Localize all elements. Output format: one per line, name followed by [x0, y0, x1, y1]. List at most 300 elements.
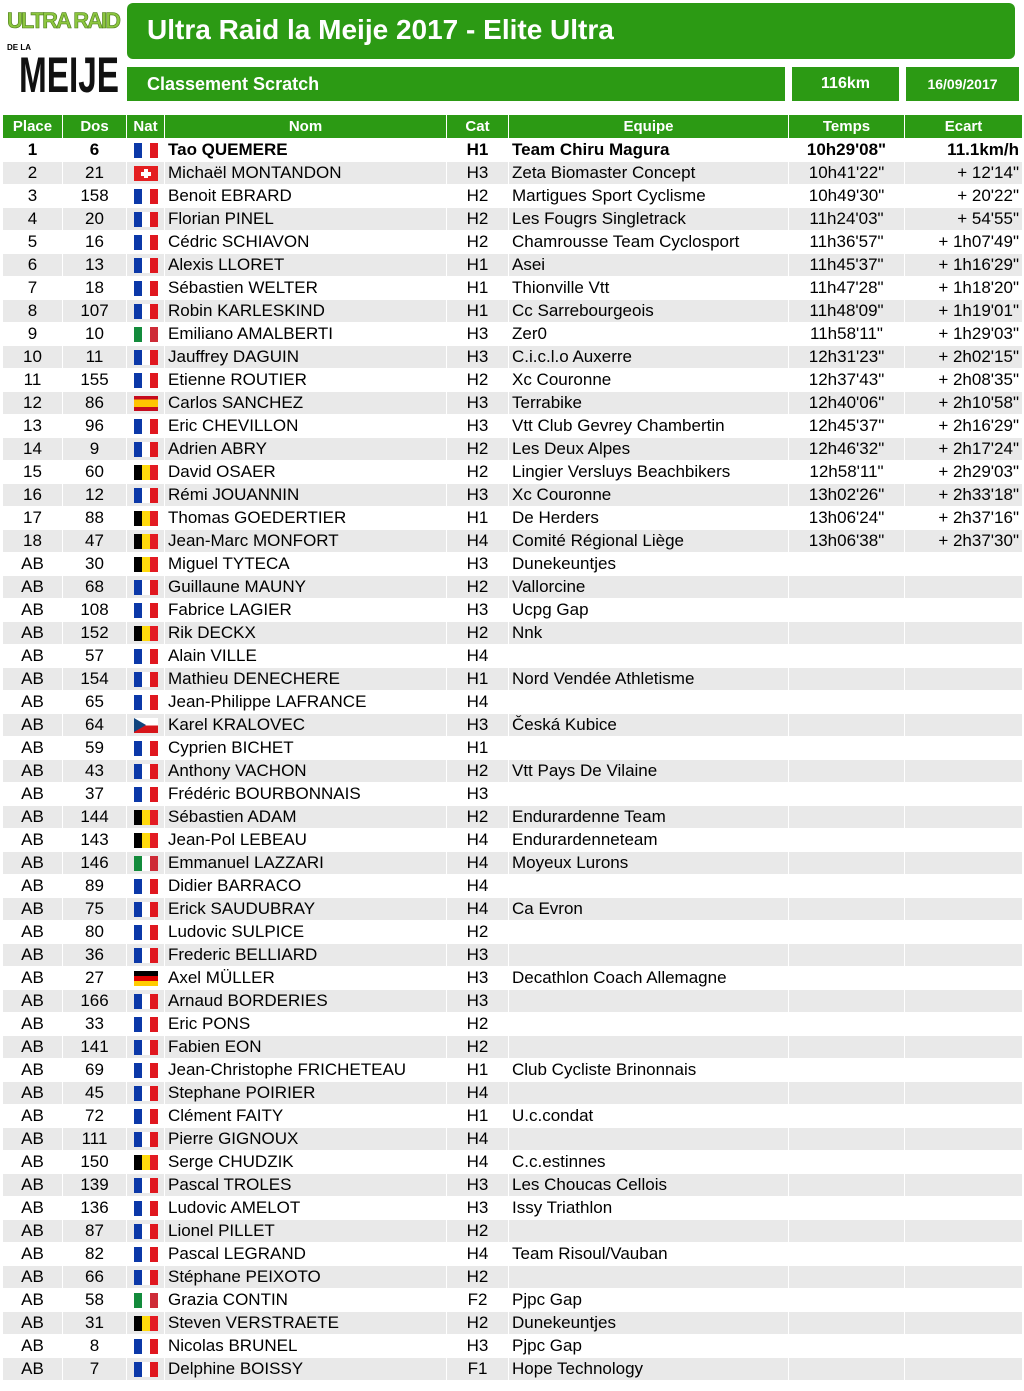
cell-nom: Jauffrey DAGUIN: [165, 346, 447, 369]
cell-ecart: + 2h29'03": [905, 461, 1023, 484]
cell-nat: [127, 162, 165, 185]
cell-dos: 146: [63, 852, 127, 875]
cell-ecart: [905, 806, 1023, 829]
cell-place: 5: [3, 231, 63, 254]
cell-dos: 69: [63, 1059, 127, 1082]
cell-nom: Rémi JOUANNIN: [165, 484, 447, 507]
cell-equipe: Chamrousse Team Cyclosport: [509, 231, 789, 254]
flag-fr-icon: [134, 235, 158, 250]
cell-nat: [127, 622, 165, 645]
cell-nom: Steven VERSTRAETE: [165, 1312, 447, 1335]
cell-cat: H3: [447, 484, 509, 507]
cell-ecart: [905, 1174, 1023, 1197]
cell-nom: Axel MÜLLER: [165, 967, 447, 990]
cell-dos: 158: [63, 185, 127, 208]
table-row: [3, 392, 1023, 415]
cell-temps: [789, 737, 905, 760]
cell-temps: 10h29'08": [789, 139, 905, 162]
cell-place: AB: [3, 714, 63, 737]
cell-place: AB: [3, 1335, 63, 1358]
cell-ecart: [905, 576, 1023, 599]
cell-ecart: [905, 898, 1023, 921]
cell-place: AB: [3, 875, 63, 898]
cell-nat: [127, 829, 165, 852]
cell-nom: Nicolas BRUNEL: [165, 1335, 447, 1358]
cell-temps: 12h45'37": [789, 415, 905, 438]
cell-place: 3: [3, 185, 63, 208]
flag-fr-icon: [134, 304, 158, 319]
cell-nom: Guillaune MAUNY: [165, 576, 447, 599]
cell-place: AB: [3, 1128, 63, 1151]
cell-nat: [127, 277, 165, 300]
table-row: [3, 346, 1023, 369]
cell-place: AB: [3, 944, 63, 967]
cell-place: AB: [3, 1197, 63, 1220]
cell-place: AB: [3, 1243, 63, 1266]
flag-be-icon: [134, 1155, 158, 1170]
cell-ecart: [905, 599, 1023, 622]
cell-nat: [127, 691, 165, 714]
cell-nat: [127, 875, 165, 898]
cell-temps: [789, 599, 905, 622]
results-body: [3, 139, 1023, 1381]
cell-equipe: Pjpc Gap: [509, 1289, 789, 1312]
cell-nom: Emiliano AMALBERTI: [165, 323, 447, 346]
cell-dos: 154: [63, 668, 127, 691]
cell-equipe: [509, 783, 789, 806]
cell-temps: [789, 1105, 905, 1128]
flag-fr-icon: [134, 603, 158, 618]
cell-equipe: [509, 921, 789, 944]
flag-be-icon: [134, 1316, 158, 1331]
cell-nat: [127, 507, 165, 530]
cell-cat: H3: [447, 714, 509, 737]
table-row: [3, 139, 1023, 162]
cell-dos: 152: [63, 622, 127, 645]
cell-ecart: [905, 1289, 1023, 1312]
table-row: [3, 231, 1023, 254]
cell-nom: Cédric SCHIAVON: [165, 231, 447, 254]
cell-temps: [789, 806, 905, 829]
cell-cat: H1: [447, 277, 509, 300]
cell-equipe: De Herders: [509, 507, 789, 530]
cell-cat: H2: [447, 1220, 509, 1243]
cell-nom: Mathieu DENECHERE: [165, 668, 447, 691]
cell-cat: H1: [447, 668, 509, 691]
cell-ecart: [905, 875, 1023, 898]
cell-place: AB: [3, 645, 63, 668]
table-row: [3, 1266, 1023, 1289]
cell-temps: [789, 691, 905, 714]
flag-fr-icon: [134, 419, 158, 434]
cell-nom: Adrien ABRY: [165, 438, 447, 461]
title-bar: [127, 3, 1015, 59]
flag-fr-icon: [134, 258, 158, 273]
flag-fr-icon: [134, 1247, 158, 1262]
flag-fr-icon: [134, 672, 158, 687]
cell-ecart: + 20'22": [905, 185, 1023, 208]
cell-equipe: Endurardenne Team: [509, 806, 789, 829]
cell-equipe: Lingier Versluys Beachbikers: [509, 461, 789, 484]
cell-equipe: [509, 990, 789, 1013]
cell-equipe: Nord Vendée Athletisme: [509, 668, 789, 691]
cell-temps: 10h49'30": [789, 185, 905, 208]
table-row: [3, 507, 1023, 530]
cell-equipe: Nnk: [509, 622, 789, 645]
table-row: [3, 1151, 1023, 1174]
cell-nom: Eric PONS: [165, 1013, 447, 1036]
table-row: [3, 1197, 1023, 1220]
cell-dos: 75: [63, 898, 127, 921]
table-row: [3, 323, 1023, 346]
cell-cat: H3: [447, 599, 509, 622]
cell-equipe: Xc Couronne: [509, 369, 789, 392]
cell-ecart: [905, 1358, 1023, 1381]
cell-temps: 13h06'24": [789, 507, 905, 530]
cell-temps: [789, 898, 905, 921]
cell-cat: H2: [447, 921, 509, 944]
meije-logo: [5, 4, 123, 103]
flag-fr-icon: [134, 350, 158, 365]
cell-temps: [789, 760, 905, 783]
cell-place: 1: [3, 139, 63, 162]
cell-equipe: [509, 1266, 789, 1289]
cell-equipe: Ca Evron: [509, 898, 789, 921]
cell-cat: H1: [447, 1105, 509, 1128]
cell-place: 14: [3, 438, 63, 461]
cell-nat: [127, 668, 165, 691]
cell-nom: Miguel TYTECA: [165, 553, 447, 576]
cell-cat: F2: [447, 1289, 509, 1312]
cell-cat: H2: [447, 1312, 509, 1335]
cell-temps: 13h06'38": [789, 530, 905, 553]
cell-ecart: [905, 1243, 1023, 1266]
table-row: [3, 829, 1023, 852]
cell-place: 17: [3, 507, 63, 530]
cell-nom: Eric CHEVILLON: [165, 415, 447, 438]
flag-cz-icon: [134, 718, 158, 733]
cell-nat: [127, 1174, 165, 1197]
cell-equipe: Vallorcine: [509, 576, 789, 599]
cell-cat: H3: [447, 162, 509, 185]
cell-equipe: Les Choucas Cellois: [509, 1174, 789, 1197]
flag-it-icon: [134, 1293, 158, 1308]
cell-cat: H3: [447, 944, 509, 967]
flag-fr-icon: [134, 994, 158, 1009]
cell-temps: [789, 1036, 905, 1059]
cell-dos: 36: [63, 944, 127, 967]
cell-cat: H3: [447, 783, 509, 806]
cell-equipe: Zeta Biomaster Concept: [509, 162, 789, 185]
table-row: [3, 484, 1023, 507]
results-table: [2, 114, 1023, 1381]
flag-be-icon: [134, 810, 158, 825]
cell-dos: 9: [63, 438, 127, 461]
cell-dos: 66: [63, 1266, 127, 1289]
cell-ecart: [905, 737, 1023, 760]
cell-nom: Pierre GIGNOUX: [165, 1128, 447, 1151]
cell-cat: H2: [447, 1266, 509, 1289]
cell-cat: H3: [447, 967, 509, 990]
flag-fr-icon: [134, 925, 158, 940]
cell-equipe: Hope Technology: [509, 1358, 789, 1381]
cell-nom: Didier BARRACO: [165, 875, 447, 898]
cell-ecart: + 2h37'16": [905, 507, 1023, 530]
cell-equipe: Vtt Pays De Vilaine: [509, 760, 789, 783]
cell-nom: Clément FAITY: [165, 1105, 447, 1128]
table-row: [3, 806, 1023, 829]
col-header-equipe: Equipe: [509, 115, 789, 139]
cell-nat: [127, 208, 165, 231]
cell-cat: H2: [447, 806, 509, 829]
cell-temps: [789, 852, 905, 875]
table-row: [3, 553, 1023, 576]
flag-fr-icon: [134, 1339, 158, 1354]
flag-fr-icon: [134, 1201, 158, 1216]
cell-ecart: [905, 1013, 1023, 1036]
cell-nom: Jean-Christophe FRICHETEAU: [165, 1059, 447, 1082]
cell-equipe: [509, 1082, 789, 1105]
cell-ecart: [905, 852, 1023, 875]
cell-temps: [789, 1197, 905, 1220]
cell-place: AB: [3, 1105, 63, 1128]
cell-temps: 12h46'32": [789, 438, 905, 461]
cell-nom: Stéphane PEIXOTO: [165, 1266, 447, 1289]
cell-nom: Rik DECKX: [165, 622, 447, 645]
cell-cat: F1: [447, 1358, 509, 1381]
cell-place: 15: [3, 461, 63, 484]
table-row: [3, 737, 1023, 760]
cell-cat: H4: [447, 1128, 509, 1151]
table-row: [3, 576, 1023, 599]
cell-dos: 155: [63, 369, 127, 392]
cell-cat: H3: [447, 346, 509, 369]
cell-cat: H4: [447, 645, 509, 668]
cell-dos: 59: [63, 737, 127, 760]
table-row: [3, 415, 1023, 438]
cell-dos: 89: [63, 875, 127, 898]
cell-ecart: [905, 783, 1023, 806]
flag-fr-icon: [134, 1178, 158, 1193]
cell-dos: 60: [63, 461, 127, 484]
cell-nom: Sébastien WELTER: [165, 277, 447, 300]
table-row: [3, 1082, 1023, 1105]
cell-nat: [127, 1312, 165, 1335]
cell-place: 10: [3, 346, 63, 369]
cell-equipe: Moyeux Lurons: [509, 852, 789, 875]
cell-dos: 45: [63, 1082, 127, 1105]
cell-nom: Etienne ROUTIER: [165, 369, 447, 392]
cell-nom: Serge CHUDZIK: [165, 1151, 447, 1174]
cell-dos: 80: [63, 921, 127, 944]
cell-place: 6: [3, 254, 63, 277]
cell-cat: H3: [447, 990, 509, 1013]
cell-equipe: U.c.condat: [509, 1105, 789, 1128]
flag-be-icon: [134, 511, 158, 526]
cell-ecart: + 2h33'18": [905, 484, 1023, 507]
cell-place: 11: [3, 369, 63, 392]
cell-nat: [127, 576, 165, 599]
table-row: [3, 1105, 1023, 1128]
cell-cat: H3: [447, 1174, 509, 1197]
cell-nat: [127, 231, 165, 254]
cell-dos: 7: [63, 1358, 127, 1381]
cell-nom: Delphine BOISSY: [165, 1358, 447, 1381]
cell-place: AB: [3, 921, 63, 944]
col-header-ecart: Ecart: [905, 115, 1023, 139]
cell-place: 7: [3, 277, 63, 300]
table-row: [3, 760, 1023, 783]
cell-place: AB: [3, 599, 63, 622]
cell-ecart: + 1h18'20": [905, 277, 1023, 300]
cell-cat: H2: [447, 461, 509, 484]
cell-temps: 13h02'26": [789, 484, 905, 507]
cell-equipe: Thionville Vtt: [509, 277, 789, 300]
cell-place: AB: [3, 806, 63, 829]
cell-cat: H4: [447, 1243, 509, 1266]
cell-nat: [127, 1036, 165, 1059]
table-row: [3, 691, 1023, 714]
cell-ecart: [905, 553, 1023, 576]
cell-nom: Ludovic AMELOT: [165, 1197, 447, 1220]
cell-temps: 12h40'06": [789, 392, 905, 415]
cell-nom: Tao QUEMERE: [165, 139, 447, 162]
cell-dos: 144: [63, 806, 127, 829]
cell-place: AB: [3, 898, 63, 921]
flag-es-icon: [134, 396, 158, 411]
cell-nom: Carlos SANCHEZ: [165, 392, 447, 415]
cell-nat: [127, 392, 165, 415]
cell-ecart: + 1h19'01": [905, 300, 1023, 323]
cell-equipe: Asei: [509, 254, 789, 277]
cell-nat: [127, 1358, 165, 1381]
date-badge: 16/09/2017: [906, 67, 1019, 101]
flag-fr-icon: [134, 948, 158, 963]
cell-dos: 11: [63, 346, 127, 369]
flag-fr-icon: [134, 442, 158, 457]
cell-nom: Ludovic SULPICE: [165, 921, 447, 944]
ranking-subtitle: Classement Scratch: [147, 74, 320, 94]
cell-dos: 16: [63, 231, 127, 254]
cell-nat: [127, 1220, 165, 1243]
col-header-place: Place: [3, 115, 63, 139]
cell-temps: [789, 1289, 905, 1312]
cell-ecart: [905, 1312, 1023, 1335]
cell-cat: H4: [447, 875, 509, 898]
cell-ecart: [905, 921, 1023, 944]
cell-nat: [127, 185, 165, 208]
cell-ecart: [905, 829, 1023, 852]
cell-cat: H2: [447, 208, 509, 231]
cell-nom: Grazia CONTIN: [165, 1289, 447, 1312]
table-row: [3, 1358, 1023, 1381]
flag-de-icon: [134, 971, 158, 986]
cell-dos: 141: [63, 1036, 127, 1059]
flag-fr-icon: [134, 373, 158, 388]
cell-temps: [789, 1128, 905, 1151]
col-header-nat: Nat: [127, 115, 165, 139]
flag-it-icon: [134, 856, 158, 871]
cell-equipe: [509, 1220, 789, 1243]
cell-ecart: [905, 1105, 1023, 1128]
cell-nat: [127, 990, 165, 1013]
cell-nat: [127, 1105, 165, 1128]
cell-place: AB: [3, 737, 63, 760]
cell-dos: 86: [63, 392, 127, 415]
cell-equipe: Česká Kubice: [509, 714, 789, 737]
flag-ch-icon: [134, 166, 158, 181]
cell-nat: [127, 898, 165, 921]
cell-nat: [127, 737, 165, 760]
cell-place: AB: [3, 1312, 63, 1335]
cell-nom: Michaël MONTANDON: [165, 162, 447, 185]
cell-equipe: Team Risoul/Vauban: [509, 1243, 789, 1266]
cell-equipe: [509, 875, 789, 898]
cell-equipe: Vtt Club Gevrey Chambertin: [509, 415, 789, 438]
cell-dos: 58: [63, 1289, 127, 1312]
cell-dos: 47: [63, 530, 127, 553]
table-row: [3, 1059, 1023, 1082]
flag-fr-icon: [134, 695, 158, 710]
cell-cat: H4: [447, 829, 509, 852]
cell-ecart: + 2h37'30": [905, 530, 1023, 553]
cell-temps: 12h37'43": [789, 369, 905, 392]
table-row: [3, 1312, 1023, 1335]
cell-temps: [789, 1220, 905, 1243]
cell-equipe: Decathlon Coach Allemagne: [509, 967, 789, 990]
cell-nat: [127, 484, 165, 507]
cell-dos: 96: [63, 415, 127, 438]
cell-nat: [127, 553, 165, 576]
cell-equipe: Cc Sarrebourgeois: [509, 300, 789, 323]
cell-equipe: Issy Triathlon: [509, 1197, 789, 1220]
cell-temps: [789, 921, 905, 944]
cell-temps: 11h45'37": [789, 254, 905, 277]
cell-dos: 136: [63, 1197, 127, 1220]
cell-ecart: + 1h16'29": [905, 254, 1023, 277]
cell-ecart: + 2h17'24": [905, 438, 1023, 461]
cell-ecart: + 2h10'58": [905, 392, 1023, 415]
cell-equipe: [509, 944, 789, 967]
cell-dos: 30: [63, 553, 127, 576]
cell-nat: [127, 783, 165, 806]
distance-badge: 116km: [792, 67, 899, 101]
subtitle-bar: [127, 67, 785, 101]
cell-cat: H3: [447, 392, 509, 415]
cell-cat: H1: [447, 507, 509, 530]
cell-dos: 72: [63, 1105, 127, 1128]
cell-place: AB: [3, 1289, 63, 1312]
cell-nom: Alexis LLORET: [165, 254, 447, 277]
cell-nom: Jean-Marc MONFORT: [165, 530, 447, 553]
cell-place: AB: [3, 1358, 63, 1381]
cell-temps: [789, 829, 905, 852]
cell-temps: [789, 783, 905, 806]
cell-equipe: Martigues Sport Cyclisme: [509, 185, 789, 208]
cell-nat: [127, 1013, 165, 1036]
cell-nat: [127, 967, 165, 990]
cell-equipe: Xc Couronne: [509, 484, 789, 507]
cell-temps: 11h48'09": [789, 300, 905, 323]
cell-place: 2: [3, 162, 63, 185]
cell-equipe: [509, 1013, 789, 1036]
table-row: [3, 461, 1023, 484]
cell-nat: [127, 323, 165, 346]
table-row: [3, 530, 1023, 553]
cell-equipe: [509, 1036, 789, 1059]
cell-dos: 65: [63, 691, 127, 714]
cell-dos: 12: [63, 484, 127, 507]
